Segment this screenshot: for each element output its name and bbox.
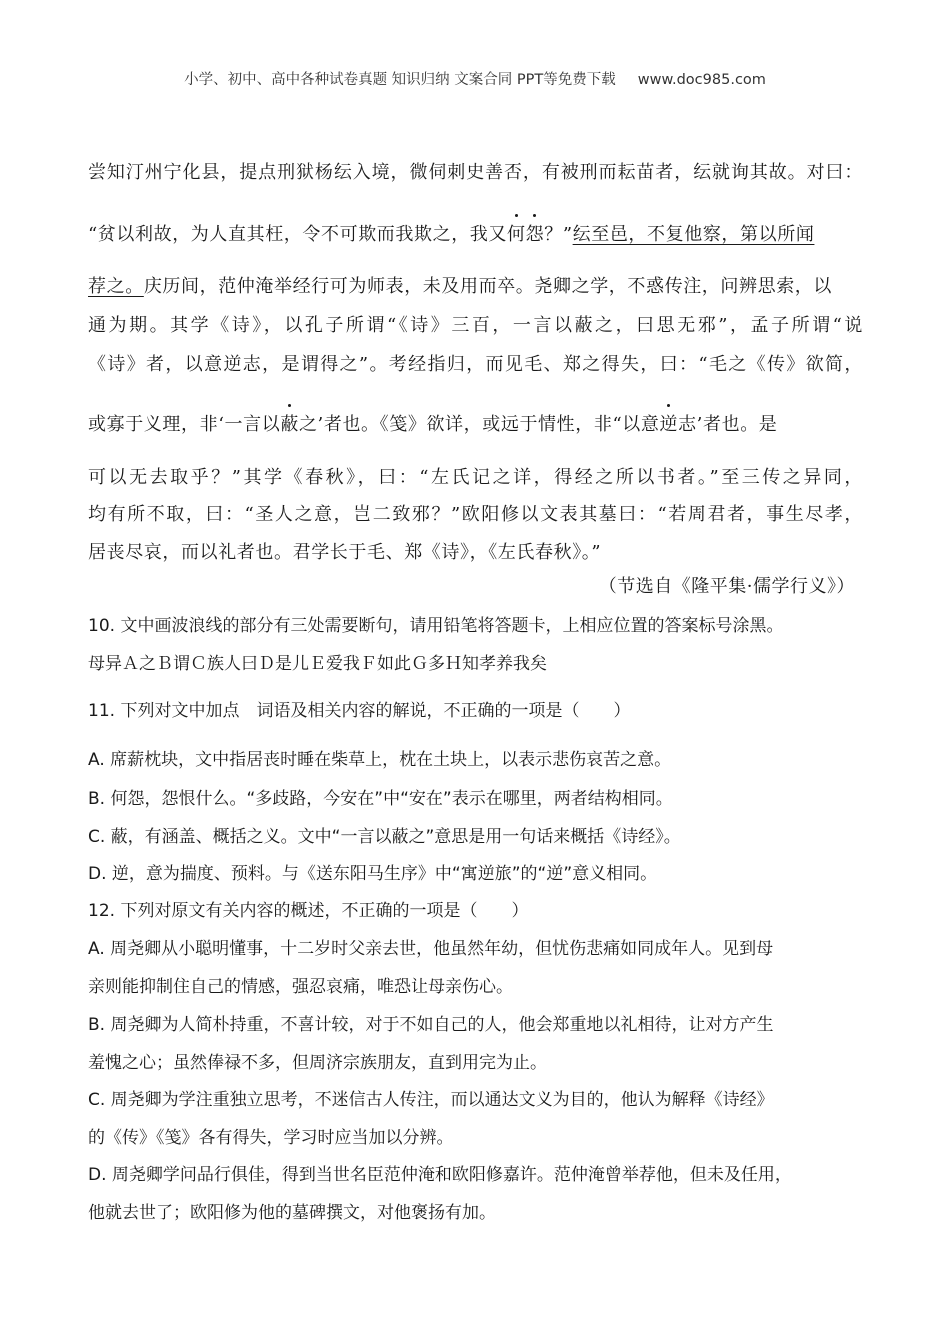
passage-line: 居丧尽哀，而以礼者也。君学长于毛、郑《诗》，《左氏春秋》。” (88, 542, 602, 563)
header-url[interactable]: www.doc985.com (637, 72, 766, 88)
underlined-sentence: 荐之。 (88, 276, 144, 297)
header-text: 小学、初中、高中各种试卷真题 知识归纳 文案合同 PPT等免费下载 (184, 72, 616, 88)
question-10-sentence: 母异Ａ之Ｂ谓Ｃ族人曰Ｄ是儿Ｅ爱我Ｆ如此Ｇ多Ｈ知孝养我矣 (88, 654, 547, 674)
question-11-option-d: D. 逆，意为揣度、预料。与《送东阳马生序》中“寓逆旅”的“逆”意义相同。 (88, 864, 658, 884)
question-11-option-c: C. 蔽，有涵盖、概括之义。文中“一言以蔽之”意思是用一句话来概括《诗经》。 (88, 827, 681, 847)
emphasis-dot-word: 何 (507, 224, 526, 245)
passage-line: 均有所不取，曰：“圣人之意，岂二致邪？”欧阳修以文表其墓曰：“若周君者，事生尽孝， (88, 504, 863, 525)
underlined-sentence: 纭至邑，不复他察，第以所闻 (572, 224, 815, 245)
question-12-option-a-cont: 亲则能抑制住自己的情感，强忍哀痛，唯恐让母亲伤心。 (88, 977, 513, 997)
passage-line: 通为期。其学《诗》，以孔子所谓“《诗》三百，一言以蔽之，曰思无邪”，孟子所谓“说 (88, 315, 863, 336)
passage-line: “贫以利故，为人直其枉，令不可欺而我欺之，我又何怨？”纭至邑，不复他察，第以所闻 (88, 224, 815, 245)
emphasis-dot-word: 逆 (659, 414, 679, 435)
question-10-stem: 10. 文中画波浪线的部分有三处需要断句，请用铅笔将答题卡，上相应位置的答案标号涂黑。 (88, 616, 784, 636)
question-12-option-b: B. 周尧卿为人简朴持重，不喜计较，对于不如自己的人，他会郑重地以礼相待，让对方产生 (88, 1015, 774, 1035)
question-12-option-d: D. 周尧卿学问品行俱佳，得到当世名臣范仲淹和欧阳修嘉许。范仲淹曾举荐他，但未及任用， (88, 1165, 792, 1185)
emphasis-dot-word: 怨 (525, 224, 545, 245)
question-11-option-b: B. 何怨，怨恨什么。“多歧路，今安在”中“安在”表示在哪里，两者结构相同。 (88, 789, 673, 809)
question-11-stem: 11. 下列对文中加点 词语及相关内容的解说，不正确的一项是（ ） (88, 701, 631, 721)
passage-line: 或寡于义理，非‘一言以蔽之’者也。《笺》欲详，或远于情性，非“以意逆志’者也。是 (88, 414, 778, 435)
question-12-option-d-cont: 他就去世了；欧阳修为他的墓碑撰文，对他褒扬有加。 (88, 1203, 496, 1223)
passage-source: （节选自《隆平集·儒学行义》） (598, 576, 855, 597)
question-12-option-c-cont: 的《传》《笺》各有得失，学习时应当加以分辨。 (88, 1128, 454, 1148)
question-12-stem: 12. 下列对原文有关内容的概述，不正确的一项是（ ） (88, 901, 529, 921)
page-header (0, 68, 950, 89)
question-12-option-c: C. 周尧卿为学注重独立思考，不迷信古人传注，而以通达文义为目的，他认为解释《诗经》 (88, 1090, 774, 1110)
passage-line: 可以无去取乎？”其学《春秋》，曰：“左氏记之详，得经之所以书者。”至三传之异同， (88, 467, 863, 488)
question-12-option-b-cont: 羞愧之心；虽然俸禄不多，但周济宗族朋友，直到用完为止。 (88, 1053, 547, 1073)
question-11-option-a: A. 席薪枕块，文中指居丧时睡在柴草上，枕在土块上，以表示悲伤哀苦之意。 (88, 750, 672, 770)
passage-line: 尝知汀州宁化县，提点刑狱杨纭入境，微伺刺史善否，有被刑而耘苗者，纭就询其故。对曰： (88, 162, 863, 183)
emphasis-dot-word: 蔽 (280, 414, 299, 435)
question-12-option-a: A. 周尧卿从小聪明懂事，十二岁时父亲去世，他虽然年幼，但忧伤悲痛如同成年人。见到母 (88, 939, 774, 959)
passage-line: 荐之。庆历间，范仲淹举经行可为师表，未及用而卒。尧卿之学，不惑传注，问辨思索，以 (88, 276, 833, 297)
passage-line: 《诗》者，以意逆志，是谓得之”。考经指归，而见毛、郑之得失，曰：“毛之《传》欲简， (88, 354, 863, 375)
